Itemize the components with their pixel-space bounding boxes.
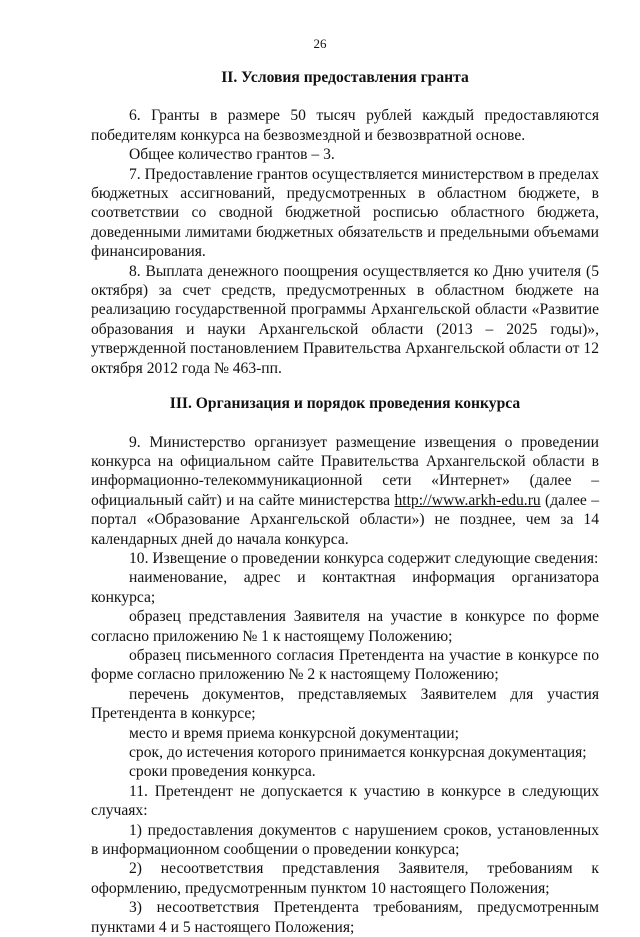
list-item: сроки проведения конкурса. — [129, 763, 316, 781]
list-item: наименование, адрес и контактная информация организатора конкурса; — [91, 569, 599, 606]
section-3-heading: III. Организация и порядок проведения конкурса — [169, 395, 521, 413]
list-item: образец представления Заявителя на участие в конкурсе по форме согласно приложению № 1 к настоящему Положению; — [91, 608, 599, 645]
list-item: образец письменного согласия Претендента на участие в конкурсе по форме согласно приложению № 2 к настоящему Положению; — [91, 646, 599, 684]
paragraph-9-text-before: 9. Министерство организует размещение извещения о проведении конкурса на официальном сайте Правительства Архангельской области в информационно-телекоммуникационной сети «Интернет» (далее – официальный сайт) и на сайте министерства — [91, 433, 599, 509]
paragraph-6-total: Общее количество грантов – 3. — [129, 146, 335, 164]
paragraph-10: 10. Извещение о проведении конкурса содержит следующие сведения: — [129, 549, 599, 567]
list-item: 3) несоответствия Претендента требованиям, предусмотренным пунктами 4 и 5 настоящего Положения; — [91, 899, 599, 936]
paragraph-7: 7. Предоставление грантов осуществляется министерством в пределах бюджетных ассигнований, предусмотренных в областном бюджете, в соответствии со сводной бюджетной росписью областного бюджета, доведенными лимитами бюджетных обязательств и предельными объемами финансирования. — [91, 165, 599, 261]
paragraph-8: 8. Выплата денежного поощрения осуществляется ко Дню учителя (5 октября) за счет средств, предусмотренных в областном бюджете на реализацию государственной программы Архангельской области «Развитие образования и науки Архангельской области (2013 – 2025 годы)», утвержденной постановлением Правительства Архангельской области от 12 октября 2012 года № 463-пп. — [91, 262, 599, 377]
document-body — [91, 68, 599, 937]
paragraph-11: 11. Претендент не допускается к участию в конкурсе в следующих случаях: — [91, 782, 599, 820]
paragraph-6: 6. Гранты в размере 50 тысяч рублей каждый предоставляются победителям конкурса на безвозмездной и безвозвратной основе. — [91, 107, 599, 144]
list-item: перечень документов, представляемых Заявителем для участия Претендента в конкурсе; — [91, 685, 599, 723]
list-item: 1) предоставления документов с нарушением сроков, установленных в информационном сообщении о проведении конкурса; — [91, 821, 599, 859]
section-2-heading: II. Условия предоставления гранта — [221, 69, 469, 86]
list-item: срок, до истечения которого принимается конкурсная документация; — [129, 744, 587, 761]
list-item: 2) несоответствия представления Заявителя, требованиям к оформлению, предусмотренным пунктом 10 настоящего Положения; — [91, 860, 599, 897]
ministry-site-link[interactable]: http://www.arkh-edu.ru — [394, 491, 541, 509]
list-item: место и время приема конкурсной документации; — [129, 724, 459, 742]
paragraph-9 — [91, 433, 599, 549]
page-number: 26 — [313, 36, 327, 51]
paragraph-9-text-after: (далее – портал «Образование Архангельской области») не позднее, чем за 14 календарных дней до начала конкурса. — [91, 491, 599, 548]
